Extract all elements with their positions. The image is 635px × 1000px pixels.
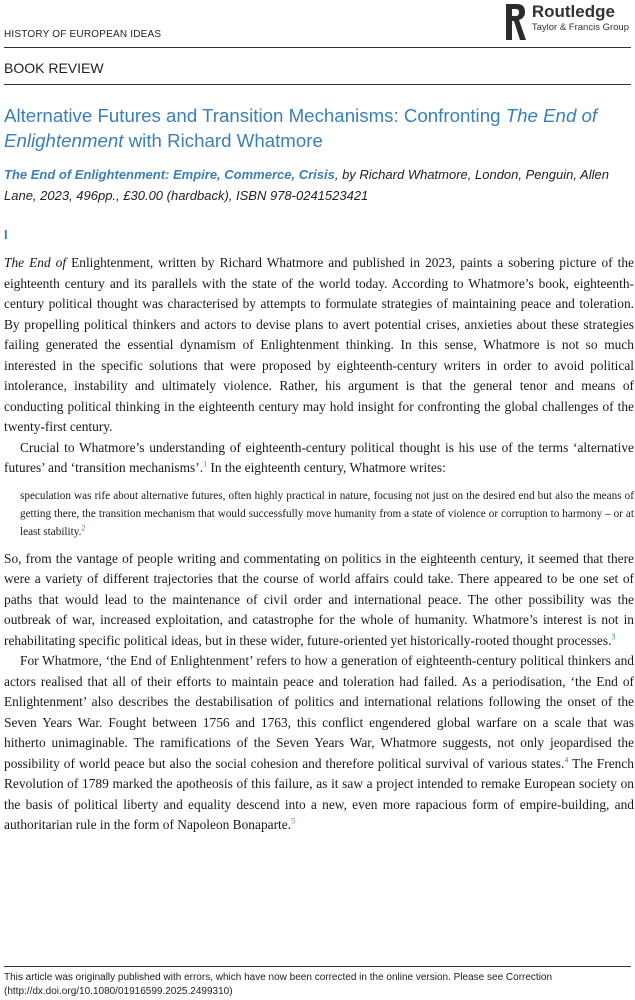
publisher-name: Routledge: [531, 2, 615, 21]
correction-notice: This article was originally published with errors, which have now been corrected in the online version. Please see Correction (http://dx.doi.org/10.1080/01916599.2025.2499310): [4, 972, 553, 997]
paragraph-1: [4, 253, 634, 438]
article-body: [4, 253, 634, 836]
block-quote: [20, 487, 634, 541]
footnote-ref-2[interactable]: 2: [81, 522, 86, 532]
book-title[interactable]: The End of Enlightenment: Empire, Commerce, Crisis: [4, 167, 335, 182]
paragraph-1-text: Enlightenment, written by Richard Whatmore and published in 2023, paints a sobering picture of the eighteenth century and its parallels with the state of the world today. According to Whatmore’s book, eighteenth-century political thought was characterised by attempts to formulate strategies of maintaining peace and toleration. By propelling political thinkers and actors to devise plans to avert potential crises, anxieties about these strategies failing generated the essential dynamism of Enlightenment thinking. In this sense, Whatmore is not so much interested in the specific solutions that were proposed by eighteenth-century writers in order to avoid political intolerance, instability and ultimately violence. Rather, his argument is that the general tenor and means of conducting political thinking in the eighteenth century may hold insight for confronting the global challenges of the twenty-first century.: [4, 255, 634, 434]
paragraph-1-italic: The End of: [4, 255, 67, 270]
quote-text: speculation was rife about alternative futures, often highly practical in nature, focusing not just on the desired end but also the means of getting there, the transition mechanism that would successfully move humanity from a state of violence or corruption to harmony – or at least stability.: [20, 489, 634, 538]
section-number: I: [4, 227, 8, 242]
footnote-ref-3[interactable]: 3: [611, 632, 616, 642]
page-header: [0, 0, 635, 48]
paragraph-4-text-a: For Whatmore, ‘the End of Enlightenment’ refers to how a generation of eighteenth-century political thinkers and actors realised that all of their efforts to maintain peace and toleration had failed. As a periodisation, ‘the End of Enlightenment’ also describes the destabilisation of politics and international relations following the onset of the Seven Years War. Fought between 1756 and 1763, this conflict engendered global warfare on a scale that was hitherto unimaginable. The ramifications of the Seven Years War, Whatmore suggests, not only jeopardised the possibility of world peace but also the social cohesion and therefore political survival of various states.: [4, 653, 634, 771]
paragraph-3: [4, 549, 634, 652]
footnote-rule: [4, 966, 631, 967]
journal-name: HISTORY OF EUROPEAN IDEAS: [4, 29, 162, 40]
paragraph-2-text: Crucial to Whatmore’s understanding of eighteenth-century political thought is his use of the terms ‘alternative futures’ and ‘transition mechanisms’.: [4, 439, 634, 475]
section-label: BOOK REVIEW: [4, 60, 104, 76]
section-rule: [4, 84, 631, 85]
publisher-subtitle: Taylor & Francis Group: [531, 22, 629, 33]
publisher-logo[interactable]: [503, 2, 629, 42]
paragraph-2-end: In the eighteenth century, Whatmore writes:: [207, 460, 446, 475]
footnote-ref-5[interactable]: 5: [291, 816, 296, 826]
paragraph-2: [4, 438, 634, 479]
title-italic: The End of Enlightenment: [4, 105, 598, 151]
book-details: , by Richard Whatmore, London, Penguin, Allen Lane, 2023, 496pp., £30.00 (hardback), ISBN 978-0241523421: [4, 167, 609, 203]
book-citation: [4, 164, 634, 206]
title-part-1: Alternative Futures and Transition Mechanisms: Confronting: [4, 105, 506, 126]
title-part-2: with Richard Whatmore: [123, 130, 323, 151]
footnote-ref-1[interactable]: 1: [203, 459, 208, 469]
paragraph-4: [4, 651, 634, 836]
footnote-ref-4[interactable]: 4: [564, 755, 569, 765]
header-rule: [4, 47, 631, 48]
routledge-r-logo-icon: [503, 2, 529, 42]
paragraph-4-text-b: The French Revolution of 1789 marked the apotheosis of this failure, as it saw a project intended to remake European society on the basis of political liberty and equality descend into a new, even more rapacious form of empire-building, and authoritarian rule in the form of Napoleon Bonaparte.: [4, 755, 634, 832]
article-title: [4, 103, 634, 153]
paragraph-3-text: So, from the vantage of people writing and commentating on politics in the eighteenth century, it seemed that there were a variety of different trajectories that the course of world affairs could take. There appeared to be one set of paths that would lead to the maintenance of civil order and international peace. The other possibility was the outbreak of war, increased exploitation, and catastrophe for the whole of humanity. Whatmore’s interest is not in rehabilitating specific political ideas, but in these wider, future-oriented yet historically-rooted thought processes.: [4, 550, 634, 648]
